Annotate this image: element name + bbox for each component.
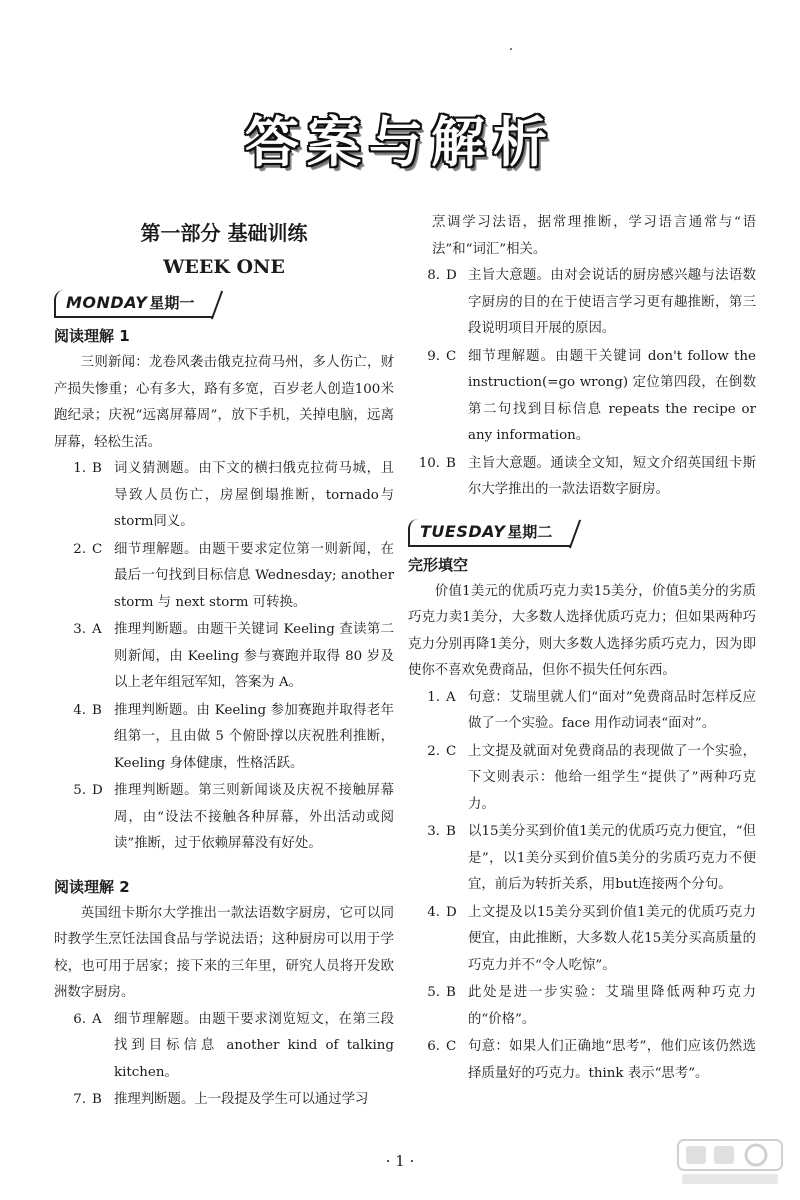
banner-slash-decoration bbox=[569, 519, 581, 548]
watermark-logo bbox=[674, 1136, 786, 1188]
answer-item bbox=[54, 778, 394, 858]
item-answer: C bbox=[446, 1039, 457, 1054]
reading2-heading: 阅读理解 2 bbox=[54, 877, 130, 896]
item-explanation: 推理判断题。上一段提及学生可以通过学习 bbox=[114, 1092, 369, 1107]
item-explanation: 以15美分买到价值1美元的优质巧克力便宜，“但是”，以1美分买到价值5美分的劣质巧克力不便宜，前后为转折关系，用but连接两个分句。 bbox=[468, 824, 756, 892]
monday-label-en: MONDAY bbox=[66, 293, 148, 312]
item-number: 2. bbox=[427, 743, 440, 759]
answer-item bbox=[408, 980, 756, 1033]
part-title: 第一部分 基础训练 bbox=[140, 221, 308, 245]
answer-item bbox=[408, 819, 756, 899]
item-explanation: 上文提及就面对免费商品的表现做了一个实验，下文则表示：他给一组学生“提供了”两种巧克力。 bbox=[468, 743, 756, 812]
reading1-intro: 三则新闻：龙卷风袭击俄克拉荷马州，多人伤亡，财产损失惨重；心有多大，路有多宽，百岁老人创造100米跑纪录；庆祝“远离屏幕周”，放下手机，关掉电脑，远离屏幕，轻松生活。 bbox=[54, 355, 394, 450]
item-answer: A bbox=[92, 1011, 102, 1027]
answer-item bbox=[54, 698, 394, 778]
item-answer: C bbox=[92, 541, 103, 557]
item-explanation: 推理判断题。由题干关键词 Keeling 查读第二则新闻，由 Keeling 参与赛跑并取得 80 岁及以上老年组冠军知，答案为 A。 bbox=[114, 622, 394, 690]
left-column bbox=[54, 215, 394, 1115]
reading2-intro: 英国纽卡斯尔大学推出一款法语数字厨房，它可以同时教学生烹饪法国食品与学说法语；这种厨房可以用于学校，也可用于居家；接下来的三年里，研究人员将开发欧洲数字厨房。 bbox=[54, 905, 394, 1000]
item-number: 3. bbox=[427, 824, 440, 839]
speck bbox=[510, 48, 512, 50]
item-explanation: 主旨大意题。由对会说话的厨房感兴趣与法语数字厨房的目的在于使语言学习更有趣推断，第三段说明项目开展的原因。 bbox=[468, 268, 756, 336]
answer-item bbox=[408, 900, 756, 980]
item-explanation: 此处是进一步实验：艾瑞里降低两种巧克力的“价格”。 bbox=[468, 985, 756, 1027]
answer-item bbox=[54, 537, 394, 617]
page-number: · 1 · bbox=[385, 1152, 415, 1170]
item-answer: A bbox=[92, 622, 102, 637]
item-number: 5. bbox=[73, 783, 86, 798]
answer-item bbox=[408, 739, 756, 819]
item-answer: C bbox=[446, 743, 457, 759]
item-number: 1. bbox=[73, 461, 86, 476]
item-answer: B bbox=[92, 461, 102, 476]
answer-item bbox=[54, 456, 394, 536]
item-number: 6. bbox=[427, 1039, 440, 1054]
cloze-intro: 价值1美元的优质巧克力卖15美分，价值5美分的劣质巧克力卖1美分，大多数人选择优质巧克力；但如果两种巧克力分别再降1美分，则大多数人选择劣质巧克力，因为即使你不喜欢免费商品，但你不损失任何东西。 bbox=[408, 583, 756, 678]
item-explanation: 推理判断题。第三则新闻谈及庆祝不接触屏幕周，由“设法不接触各种屏幕，外出活动或阅读”推断，过于依赖屏幕没有好处。 bbox=[114, 783, 394, 851]
answer-item bbox=[408, 685, 756, 738]
right-column bbox=[408, 210, 756, 1088]
item7-continuation: 烹调学习法语，据常理推断，学习语言通常与“语法”和“词汇”相关。 bbox=[432, 215, 756, 257]
item-answer: B bbox=[446, 824, 456, 839]
item-answer: D bbox=[446, 904, 457, 920]
item-answer: B bbox=[92, 1092, 102, 1107]
item-number: 1. bbox=[427, 689, 440, 705]
item-explanation: 细节理解题。由题干要求浏览短文，在第三段找到目标信息 another kind of talking kitchen。 bbox=[114, 1011, 394, 1080]
item-answer: B bbox=[446, 985, 456, 1000]
item-number: 5. bbox=[427, 985, 440, 1000]
item-explanation: 句意：艾瑞里就人们“面对”免费商品时怎样反应做了一个实验。face 用作动词表“面对”。 bbox=[468, 689, 756, 731]
item-answer: C bbox=[446, 348, 457, 364]
item-answer: B bbox=[446, 455, 456, 471]
item-explanation: 词义猜测题。由下文的横扫俄克拉荷马城，且导致人员伤亡，房屋倒塌推断，tornado与storm同义。 bbox=[114, 461, 394, 529]
item-explanation: 上文提及以15美分买到价值1美元的优质巧克力便宜，由此推断，大多数人花15美分买高质量的巧克力并不“令人吃惊”。 bbox=[468, 904, 756, 973]
tuesday-banner bbox=[408, 519, 570, 547]
answer-item bbox=[54, 617, 394, 697]
item-explanation: 主旨大意题。通读全文知，短文介绍英国纽卡斯尔大学推出的一款法语数字厨房。 bbox=[468, 455, 756, 497]
cloze-heading: 完形填空 bbox=[408, 555, 469, 574]
answer-item bbox=[408, 344, 756, 450]
item-number: 9. bbox=[427, 348, 440, 364]
page-title: 答案与解析 bbox=[245, 111, 555, 174]
reading1-heading: 阅读理解 1 bbox=[54, 327, 130, 345]
item-explanation: 细节理解题。由题干要求定位第一则新闻，在最后一句找到目标信息 Wednesday; another storm 与 next storm 可转换。 bbox=[114, 541, 394, 610]
monday-label-cn: 星期一 bbox=[149, 294, 195, 312]
item-number: 6. bbox=[73, 1011, 86, 1027]
item-number: 4. bbox=[73, 702, 86, 718]
item-explanation: 细节理解题。由题干关键词 don't follow the instruction(=go wrong) 定位第四段，在倒数第二句找到目标信息 repeats the recipe or any information。 bbox=[468, 348, 756, 443]
answer-item bbox=[54, 1007, 394, 1087]
item-answer: B bbox=[92, 702, 102, 718]
week-title: WEEK ONE bbox=[163, 256, 285, 278]
tuesday-label-en: TUESDAY bbox=[420, 521, 506, 541]
item-number: 3. bbox=[73, 622, 86, 637]
item-explanation: 推理判断题。由 Keeling 参加赛跑并取得老年组第一，且由做 5 个俯卧撑以庆祝胜利推断，Keeling 身体健康，性格活跃。 bbox=[114, 702, 394, 771]
item-answer: D bbox=[446, 268, 457, 283]
answer-item bbox=[408, 451, 756, 504]
answer-item bbox=[408, 263, 756, 343]
item-number: 4. bbox=[427, 904, 440, 920]
item-number: 7. bbox=[73, 1092, 86, 1107]
item-explanation: 句意：如果人们正确地“思考”，他们应该仍然选择质量好的巧克力。think 表示“思考”。 bbox=[468, 1039, 756, 1081]
item-answer: A bbox=[446, 689, 456, 705]
item-answer: D bbox=[92, 783, 103, 798]
item-number: 8. bbox=[427, 268, 440, 283]
answer-item bbox=[408, 1034, 756, 1087]
item-number: 2. bbox=[73, 541, 86, 557]
monday-banner bbox=[54, 290, 212, 318]
answer-item bbox=[54, 1087, 394, 1114]
tuesday-label-cn: 星期二 bbox=[507, 522, 553, 541]
item-number: 10. bbox=[418, 455, 440, 471]
banner-slash-decoration bbox=[211, 291, 223, 320]
